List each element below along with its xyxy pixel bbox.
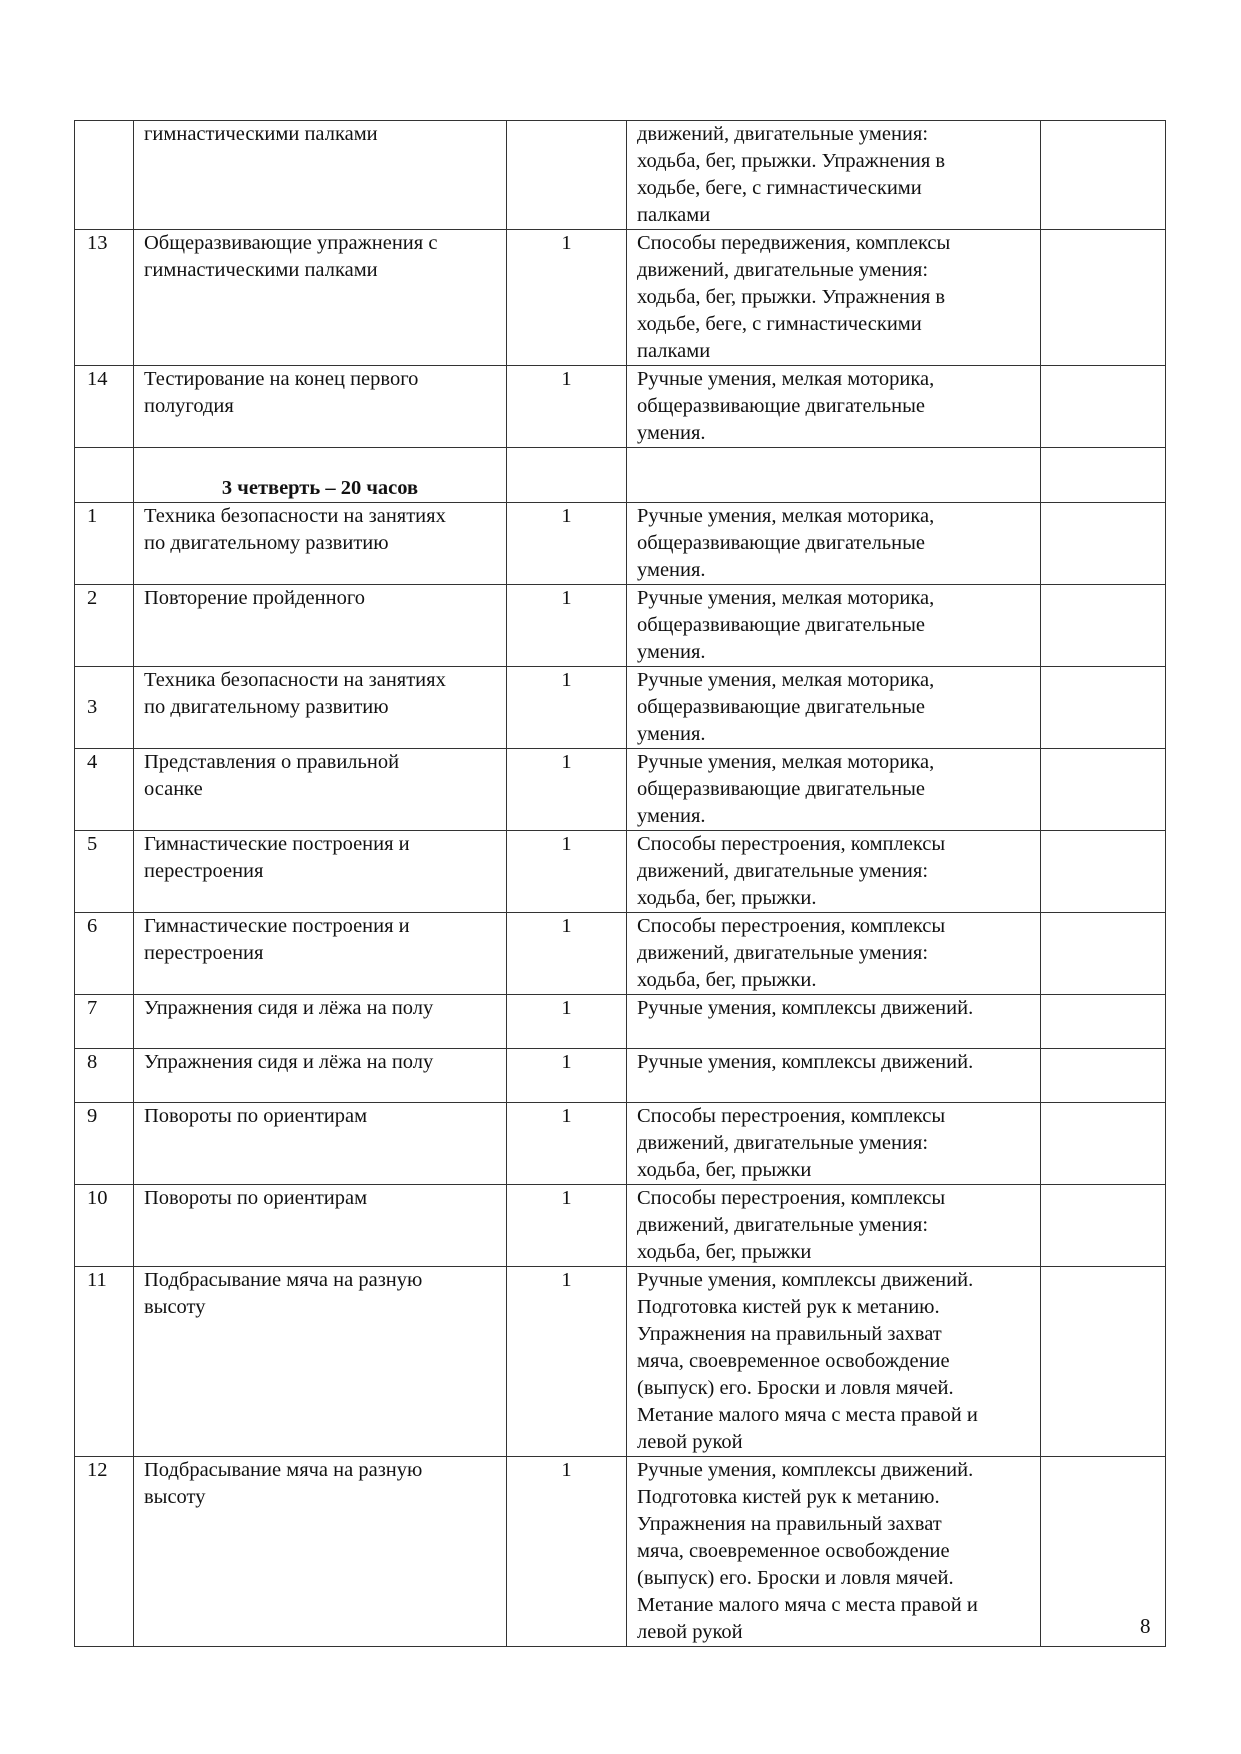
lesson-content: движений, двигательные умения: ходьба, бег, прыжки. Упражнения в ходьбе, беге, с гимнастическими палками [627,121,1041,230]
lesson-topic: Гимнастические построения и перестроения [134,913,507,995]
table-row [75,1457,1166,1647]
lesson-number: 6 [75,913,134,995]
lesson-topic: Упражнения сидя и лёжа на полу [134,1049,507,1103]
lesson-notes [1041,1267,1166,1457]
lesson-hours: 1 [507,995,627,1049]
lesson-number: 7 [75,995,134,1049]
lesson-notes [1041,995,1166,1049]
table-row [75,121,1166,230]
page-number: 8 [1140,1614,1151,1638]
lesson-notes [1041,585,1166,667]
lesson-plan-table [74,120,1166,1647]
lesson-number: 12 [75,1457,134,1647]
lesson-hours [507,448,627,503]
lesson-notes [1041,1103,1166,1185]
lesson-hours [507,121,627,230]
lesson-content: Ручные умения, мелкая моторика, общеразвивающие двигательные умения. [627,503,1041,585]
lesson-hours: 1 [507,230,627,366]
lesson-topic: Общеразвивающие упражнения с гимнастическими палками [134,230,507,366]
lesson-number [75,448,134,503]
lesson-hours: 1 [507,585,627,667]
table-row [75,585,1166,667]
lesson-number: 13 [75,230,134,366]
lesson-number: 3 [75,667,134,749]
lesson-content: Способы перестроения, комплексы движений, двигательные умения: ходьба, бег, прыжки. [627,913,1041,995]
lesson-number: 11 [75,1267,134,1457]
quarter-title-cell [134,448,507,503]
lesson-topic: Тестирование на конец первого полугодия [134,366,507,448]
lesson-notes [1041,913,1166,995]
lesson-content [627,448,1041,503]
lesson-content: Ручные умения, комплексы движений. [627,995,1041,1049]
table-row [75,995,1166,1049]
lesson-hours: 1 [507,667,627,749]
lesson-number [75,121,134,230]
lesson-topic: Подбрасывание мяча на разную высоту [134,1457,507,1647]
lesson-topic: гимнастическими палками [134,121,507,230]
lesson-content: Ручные умения, мелкая моторика, общеразвивающие двигательные умения. [627,667,1041,749]
lesson-number: 8 [75,1049,134,1103]
lesson-content: Ручные умения, комплексы движений. [627,1049,1041,1103]
lesson-number: 2 [75,585,134,667]
lesson-hours: 1 [507,1267,627,1457]
table-row [75,366,1166,448]
table-row [75,831,1166,913]
table-row [75,1267,1166,1457]
table-row [75,667,1166,749]
table-row [75,1185,1166,1267]
lesson-notes [1041,448,1166,503]
quarter-title: 3 четверть – 20 часов [221,477,419,499]
lesson-content: Способы перестроения, комплексы движений, двигательные умения: ходьба, бег, прыжки [627,1103,1041,1185]
lesson-topic: Повороты по ориентирам [134,1185,507,1267]
lesson-hours: 1 [507,1457,627,1647]
lesson-content: Способы перестроения, комплексы движений, двигательные умения: ходьба, бег, прыжки. [627,831,1041,913]
lesson-topic: Упражнения сидя и лёжа на полу [134,995,507,1049]
lesson-topic: Повороты по ориентирам [134,1103,507,1185]
lesson-notes [1041,230,1166,366]
lesson-number: 4 [75,749,134,831]
lesson-topic: Техника безопасности на занятиях по двигательному развитию [134,667,507,749]
lesson-notes [1041,503,1166,585]
lesson-content: Способы передвижения, комплексы движений, двигательные умения: ходьба, бег, прыжки. Упражнения в ходьбе, беге, с гимнастическими палками [627,230,1041,366]
lesson-notes [1041,121,1166,230]
table-row [75,913,1166,995]
lesson-number: 1 [75,503,134,585]
lesson-content: Ручные умения, комплексы движений. Подготовка кистей рук к метанию. Упражнения на правильный захват мяча, своевременное освобождение (выпуск) его. Броски и ловля мячей. Метание малого мяча с места правой и левой рукой [627,1267,1041,1457]
lesson-notes [1041,749,1166,831]
lesson-content: Ручные умения, комплексы движений. Подготовка кистей рук к метанию. Упражнения на правильный захват мяча, своевременное освобождение (выпуск) его. Броски и ловля мячей. Метание малого мяча с места правой и левой рукой [627,1457,1041,1647]
lesson-notes [1041,366,1166,448]
table-row [75,230,1166,366]
lesson-content: Ручные умения, мелкая моторика, общеразвивающие двигательные умения. [627,366,1041,448]
lesson-topic: Гимнастические построения и перестроения [134,831,507,913]
lesson-hours: 1 [507,1103,627,1185]
lesson-topic: Повторение пройденного [134,585,507,667]
table-row [75,1103,1166,1185]
lesson-notes [1041,1049,1166,1103]
lesson-notes [1041,667,1166,749]
lesson-hours: 1 [507,366,627,448]
lesson-notes [1041,831,1166,913]
lesson-hours: 1 [507,749,627,831]
lesson-number: 5 [75,831,134,913]
lesson-topic: Подбрасывание мяча на разную высоту [134,1267,507,1457]
lesson-number: 14 [75,366,134,448]
lesson-number: 9 [75,1103,134,1185]
lesson-content: Способы перестроения, комплексы движений, двигательные умения: ходьба, бег, прыжки [627,1185,1041,1267]
table-row [75,749,1166,831]
table-row [75,1049,1166,1103]
lesson-hours: 1 [507,503,627,585]
lesson-hours: 1 [507,1185,627,1267]
lesson-topic: Техника безопасности на занятиях по двигательному развитию [134,503,507,585]
lesson-content: Ручные умения, мелкая моторика, общеразвивающие двигательные умения. [627,585,1041,667]
lesson-hours: 1 [507,831,627,913]
lesson-number: 10 [75,1185,134,1267]
lesson-topic: Представления о правильной осанке [134,749,507,831]
table-row [75,503,1166,585]
lesson-hours: 1 [507,1049,627,1103]
quarter-header-row [75,448,1166,503]
lesson-hours: 1 [507,913,627,995]
lesson-content: Ручные умения, мелкая моторика, общеразвивающие двигательные умения. [627,749,1041,831]
lesson-notes [1041,1185,1166,1267]
